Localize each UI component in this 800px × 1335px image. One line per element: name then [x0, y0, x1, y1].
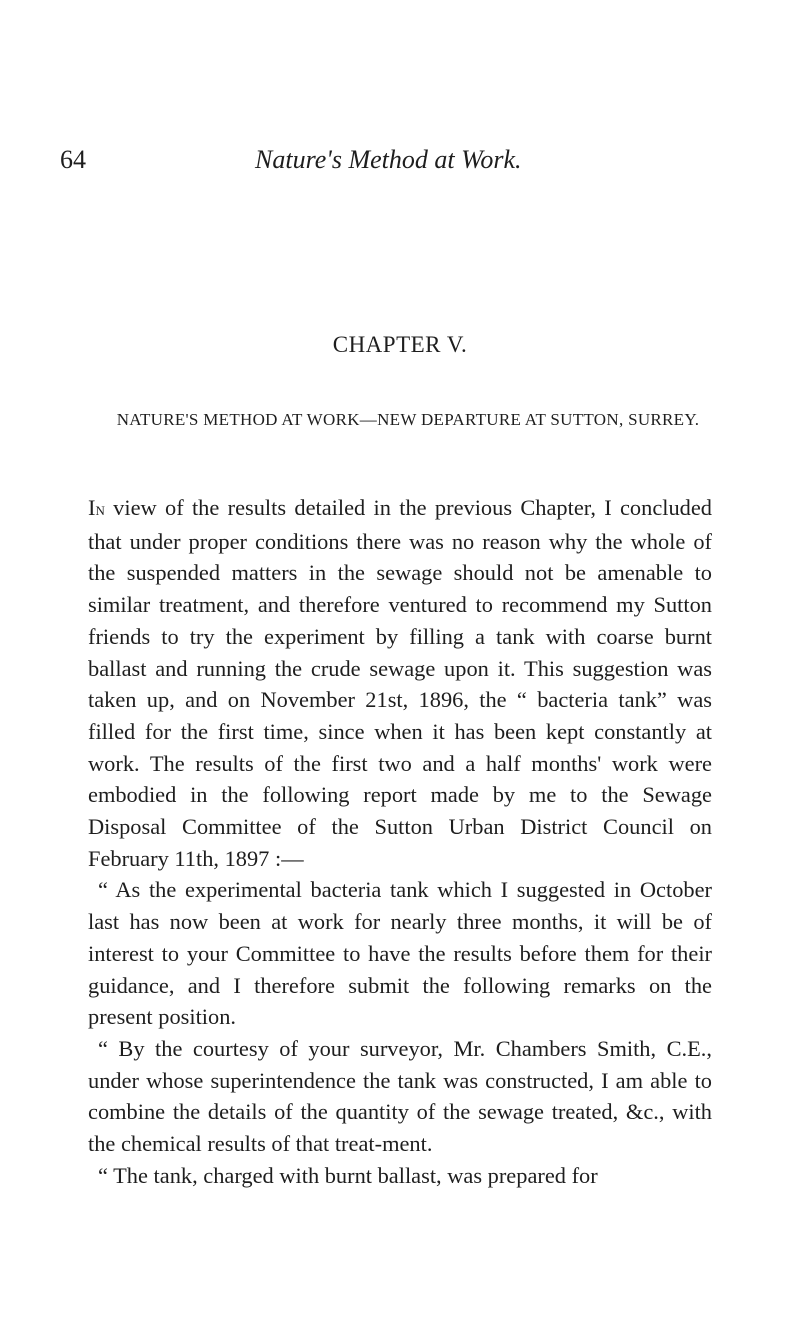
lead-smallcap: n [95, 499, 105, 520]
lead-initial: I [88, 495, 96, 520]
paragraph-3: “ By the courtesy of your surveyor, Mr. Chambers Smith, C.E., under whose superintendence the tank was constructed, I am able to combine the details of the quantity of the sewage treated, &c., with the chemical results of that treat-ment. [88, 1035, 712, 1157]
paragraph-1-text: view of the results detailed in the previous Chapter, I concluded that under proper conditions there was no reason why the whole of the suspended matters in the sewage should not be amenable to similar treatment, and therefore ventured to recommend my Sutton friends to try the experiment by filling a tank with coarse burnt ballast and running the crude sewage upon it. This suggestion was taken up, and on November 21st, 1896, the “ bacteria tank” was filled for the first time, since when it has been kept constantly at work. The results of the first two and a half months' work were embodied in the following report made by me to the Sewage Disposal Committee of the Sutton Urban District Council on February 11th, 1897 :— [88, 495, 712, 871]
chapter-heading: CHAPTER V. [332, 332, 468, 357]
running-title: Nature's Method at Work. [255, 145, 522, 174]
chapter-subtitle: NATURE'S METHOD AT WORK—NEW DEPARTURE AT SUTTON, SURREY. [116, 410, 700, 429]
paragraph-4: “ The tank, charged with burnt ballast, was prepared for [98, 1162, 598, 1188]
paragraph-2: “ As the experimental bacteria tank which I suggested in October last has now been at work for nearly three months, it will be of interest to your Committee to have the results before them for their guidance, and I therefore submit the following remarks on the present position. [88, 877, 712, 1030]
paragraph-1 [88, 492, 712, 874]
running-head [60, 143, 760, 177]
page-number: 64 [60, 145, 86, 174]
body-text [88, 492, 712, 1191]
